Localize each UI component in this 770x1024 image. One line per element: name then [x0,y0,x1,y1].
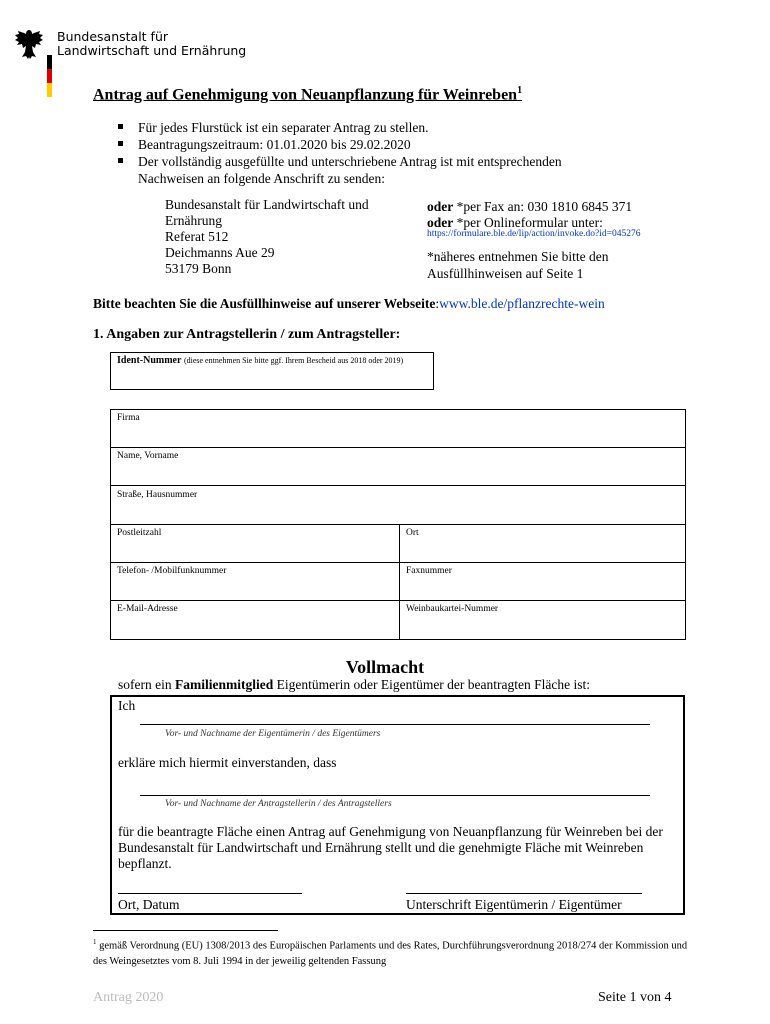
ident-hint: (diese entnehmen Sie bitte ggf. Ihrem Bescheid aus 2018 oder 2019) [183,356,404,365]
ident-label: Ident-Nummer [117,355,182,366]
fax-option [427,199,632,215]
name-field[interactable] [111,448,685,485]
title-footnote-mark: 1 [517,85,523,96]
intro-pre: sofern ein [118,677,175,692]
firma-field[interactable] [111,410,685,447]
applicant-name-line[interactable] [140,795,650,796]
vollmacht-heading: Vollmacht [345,657,425,677]
agency-line-2: Landwirtschaft und Ernährung [57,43,247,58]
firma-label: Firma [117,413,140,423]
footnote [93,935,693,969]
federal-eagle-icon [14,28,44,60]
weinbaukartei-field[interactable] [400,601,686,640]
page-number: Seite 1 von 4 [598,990,672,1005]
intro-bold: Familienmitglied [174,677,274,692]
website-link[interactable]: www.ble.de/pflanzrechte-wein [439,296,605,311]
ident-number-field[interactable] [110,352,434,390]
weinbaukartei-label: Weinbaukartei-Nummer [406,604,499,614]
intro-post: Eigentümerin oder Eigentümer der beantragten Fläche ist: [273,677,590,692]
online-text: *per Onlineformular unter: [456,215,603,230]
plz-label: Postleitzahl [117,528,162,538]
strasse-label: Straße, Hausnummer [117,490,198,500]
website-note [93,296,605,312]
online-oder: oder [427,215,454,230]
footnote-mark: 1 [93,938,97,946]
name-label: Name, Vorname [117,451,179,461]
flag-stripe-red [47,69,52,83]
telefon-field[interactable] [111,563,400,600]
address-line: Ernährung [165,213,222,228]
consent-text: erkläre mich hiermit einverstanden, dass [118,755,337,770]
form-row-firma [111,410,685,448]
address-line: 53179 Bonn [165,261,232,276]
bullet-item: Der vollständig ausgefüllte und unterschriebene Antrag ist mit entsprechenden [118,153,562,170]
bullet-item: Beantragungszeitraum: 01.01.2020 bis 29.02.2020 [118,136,562,153]
flag-stripe-gold [47,83,52,97]
place-date-line[interactable] [118,893,302,894]
form-row-strasse [111,487,685,525]
fax-field[interactable] [400,563,686,600]
agency-line-1: Bundesanstalt für [57,29,169,44]
form-row-email-weinbau [111,601,685,640]
address-line: Referat 512 [165,229,229,244]
owner-name-caption: Vor- und Nachname der Eigentümerin / des Eigentümers [165,729,381,739]
email-label: E-Mail-Adresse [117,604,178,614]
place-date-label: Ort, Datum [118,897,180,912]
flag-stripe [47,55,52,97]
hint-note [427,248,608,282]
flag-stripe-black [47,55,52,69]
footnote-text: gemäß Verordnung (EU) 1308/2013 des Europäischen Parlaments und des Rates, Durchführungsverordnung 2018/274 der Kommission und des Weingesetztes vom 8. Juli 1994 in der jeweilig geltenden Fassung [93,940,688,967]
footnote-divider [93,930,278,931]
hint-line-1: *näheres entnehmen Sie bitte den [427,249,609,264]
ich-label: Ich [118,698,136,713]
form-row-name [111,448,685,486]
vollmacht-body: für die beantragte Fläche einen Antrag auf Genehmigung von Neuanpflanzung für Weinreben bei der Bundesanstalt für Landwirtschaft und Ernährung stellt und die genehmigte Fläche mit Weinreben bepflanzt. [118,824,663,871]
signature-label: Unterschrift Eigentümerin / Eigentümer [406,897,622,912]
form-row-plz-ort [111,525,685,563]
strasse-field[interactable] [111,487,685,524]
address-line: Bundesanstalt für Landwirtschaft und [165,197,369,212]
website-note-colon: : [435,296,440,311]
postal-address [165,197,369,277]
plz-field[interactable] [111,525,400,562]
ort-field[interactable] [400,525,686,562]
owner-name-line[interactable] [140,724,650,725]
section-1-heading: 1. Angaben zur Antragstellerin / zum Antragsteller: [93,327,401,342]
bullet-continuation: Nachweisen an folgende Anschrift zu senden: [138,171,386,186]
contact-options [427,199,632,231]
email-field[interactable] [111,601,400,640]
vollmacht-intro [118,677,590,693]
footer-form-name: Antrag 2020 [93,990,164,1005]
agency-name [57,30,246,58]
website-note-text: Bitte beachten Sie die Ausfüllhinweise auf unserer Webseite [93,296,436,311]
ort-label: Ort [406,528,419,538]
page-title [93,85,522,104]
telefon-label: Telefon- /Mobilfunknummer [117,566,227,576]
address-line: Deichmanns Aue 29 [165,245,275,260]
fax-oder: oder [427,199,454,214]
bullet-item: Für jedes Flurstück ist ein separater Antrag zu stellen. [118,119,562,136]
form-row-telefon-fax [111,563,685,601]
online-form-link[interactable]: https://formulare.ble.de/lip/action/invoke.do?id=045276 [427,229,641,239]
signature-line[interactable] [406,893,642,894]
title-text: Antrag auf Genehmigung von Neuanpflanzung für Weinreben [93,86,518,104]
applicant-name-caption: Vor- und Nachname der Antragstellerin / des Antragstellers [165,799,392,809]
fax-text: *per Fax an: 030 1810 6845 371 [456,199,633,214]
fax-label: Faxnummer [406,566,452,576]
instructions-list [118,119,562,187]
hint-line-2: Ausfüllhinweisen auf Seite 1 [427,266,584,281]
applicant-form [110,409,686,640]
